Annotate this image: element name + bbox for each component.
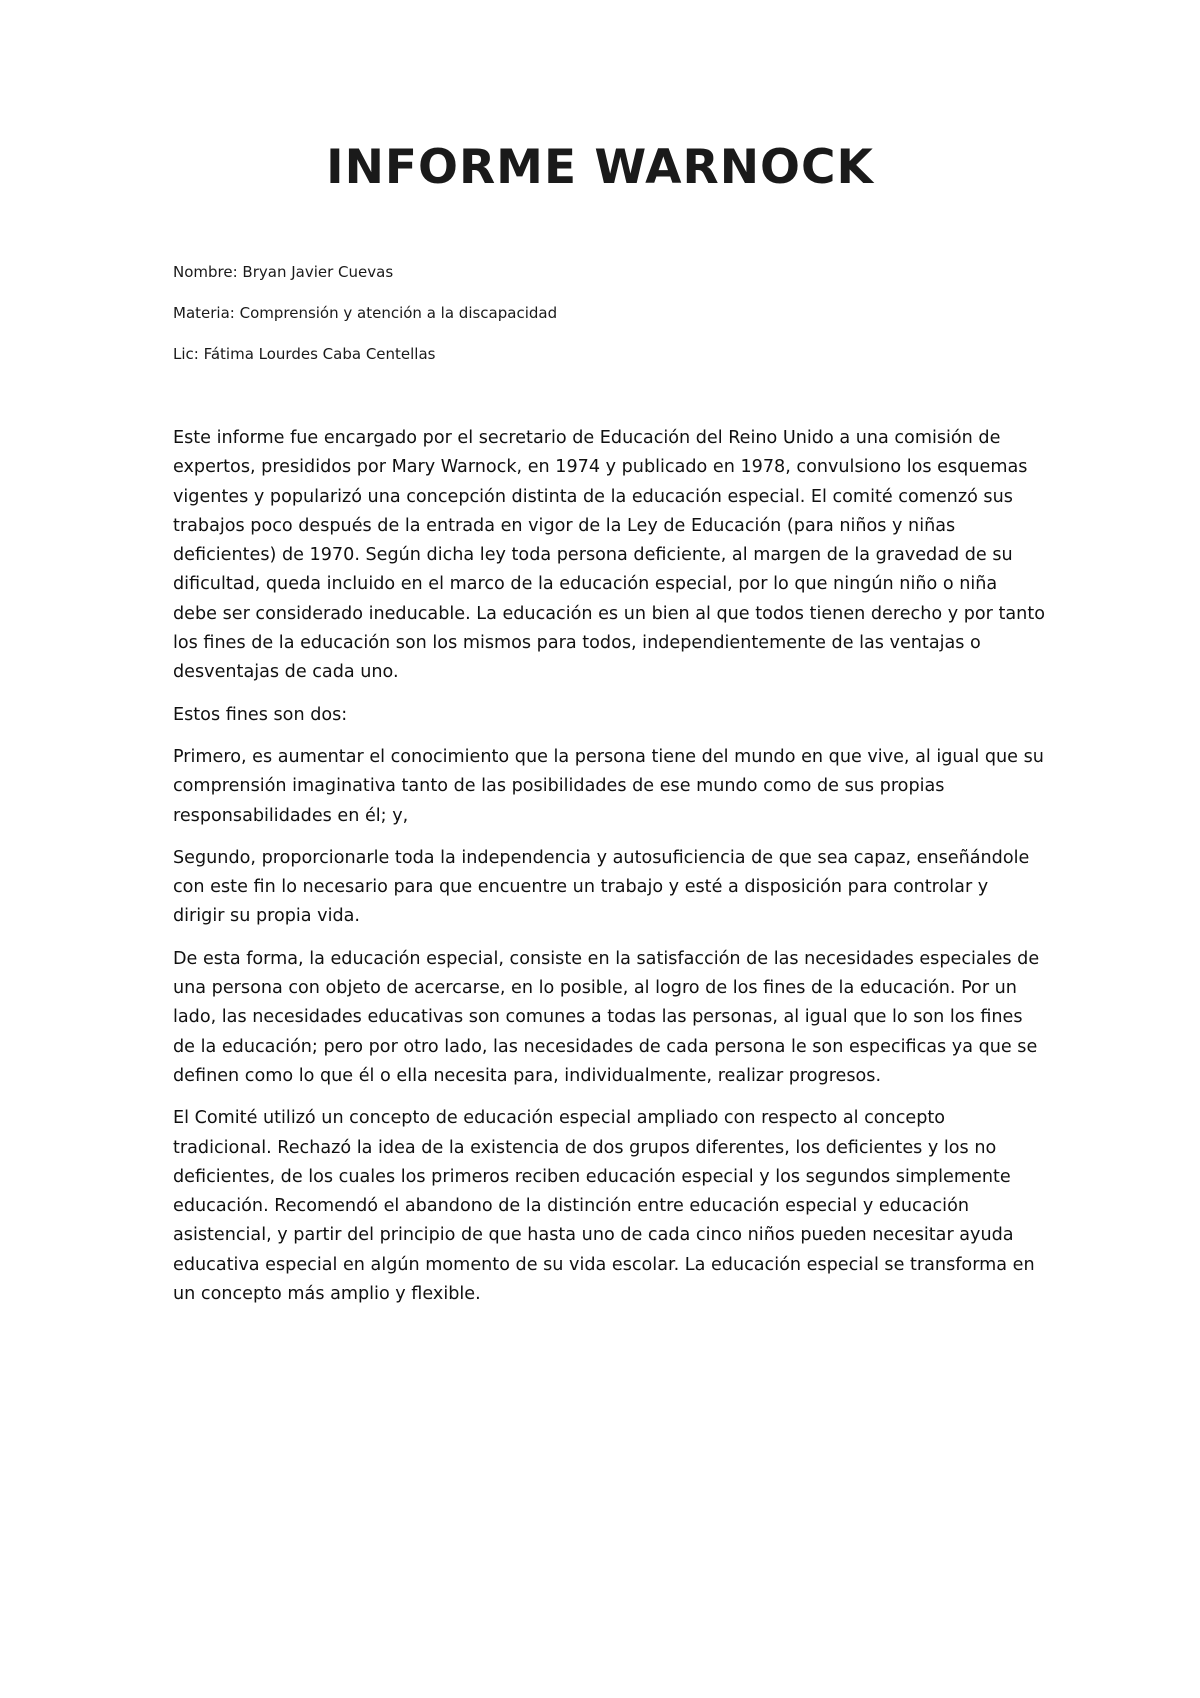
subject-name: Materia: Comprensión y atención a la discapacidad: [173, 304, 558, 322]
instructor-name: Lic: Fátima Lourdes Caba Centellas: [173, 345, 436, 363]
paragraph-committee: El Comité utilizó un concepto de educación especial ampliado con respecto al concepto tradicional. Rechazó la idea de la existencia de dos grupos diferentes, los deficientes y los no deficientes, de los cuales los primeros reciben educación especial y los segundos simplemente educación. Recomendó el abandono de la distinción entre educación especial y educación asistencial, y partir del principio de que hasta uno de cada cinco niños pueden necesitar ayuda educativa especial en algún momento de su vida escolar. La educación especial se transforma en un concepto más amplio y flexible.: [173, 1108, 1035, 1305]
document-title: INFORME WARNOCK: [326, 140, 874, 195]
paragraph-special-education: De esta forma, la educación especial, consiste en la satisfacción de las necesidades especiales de una persona con objeto de acercarse, en lo posible, al logro de los fines de la educación. Por un lado, las necesidades educativas son comunes a todas las personas, al igual que lo son los fines de la educación; pero por otro lado, las necesidades de cada persona le son especificas ya que se definen como lo que él o ella necesita para, individualmente, realizar progresos.: [173, 948, 1040, 1086]
paragraph-first-aim: Primero, es aumentar el conocimiento que la persona tiene del mundo en que vive, al igual que su comprensión imaginativa tanto de las posibilidades de ese mundo como de sus propias responsabilidades en él; y,: [173, 746, 1044, 826]
document-meta: [173, 262, 1053, 385]
student-name: Nombre: Bryan Javier Cuevas: [173, 263, 394, 281]
document-body: [173, 424, 1045, 1322]
paragraph-intro: Este informe fue encargado por el secretario de Educación del Reino Unido a una comisión de expertos, presididos por Mary Warnock, en 1974 y publicado en 1978, convulsiono los esquemas vigentes y popularizó una concepción distinta de la educación especial. El comité comenzó sus trabajos poco después de la entrada en vigor de la Ley de Educación (para niños y niñas deficientes) de 1970. Según dicha ley toda persona deficiente, al margen de la gravedad de su dificultad, queda incluido en el marco de la educación especial, por lo que ningún niño o niña debe ser considerado ineducable. La educación es un bien al que todos tienen derecho y por tanto los fines de la educación son los mismos para todos, independientemente de las ventajas o desventajas de cada uno.: [173, 428, 1045, 683]
paragraph-second-aim: Segundo, proporcionarle toda la independencia y autosuficiencia de que sea capaz, enseñándole con este fin lo necesario para que encuentre un trabajo y esté a disposición para controlar y dirigir su propia vida.: [173, 847, 1030, 927]
paragraph-aims-heading: Estos fines son dos:: [173, 704, 348, 725]
